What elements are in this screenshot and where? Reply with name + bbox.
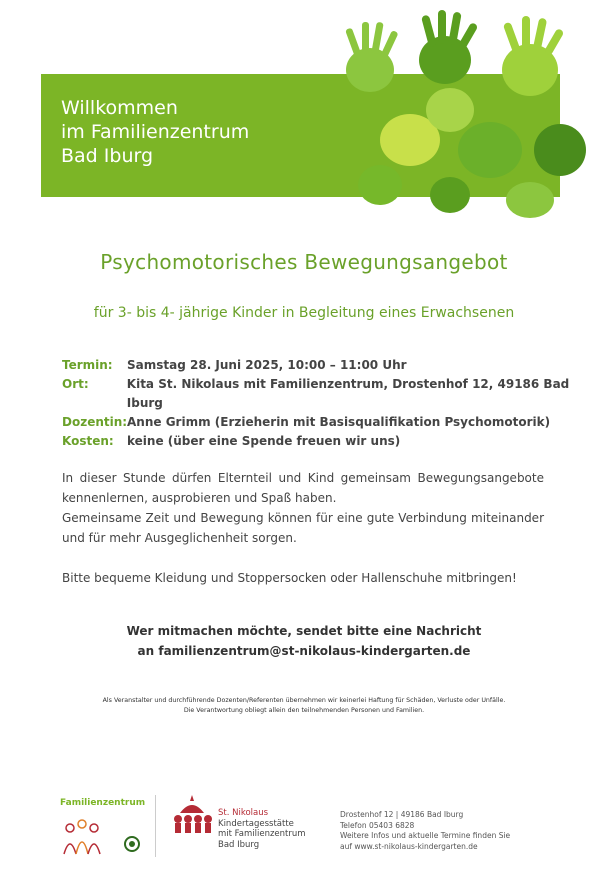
banner-line: im Familienzentrum (61, 121, 250, 143)
disclaimer (0, 696, 608, 716)
paragraph: Gemeinsame Zeit und Bewegung können für eine gute Verbindung miteinander und für mehr Ausgeglichenheit sorgen. (62, 511, 544, 545)
event-title: Psychomotorisches Bewegungsangebot (100, 250, 508, 274)
stn-line: Kindertagesstätte (218, 818, 294, 829)
disclaimer-line: Als Veranstalter und durchführende Dozenten/Referenten übernehmen wir keinerlei Haftung für Schäden, Verluste oder Unfälle. (102, 697, 506, 704)
detail-value: Anne Grimm (Erzieherin mit Basisqualifikation Psychomotorik) (127, 415, 551, 429)
cta-line: Wer mitmachen möchte, sendet bitte eine Nachricht (126, 624, 482, 638)
banner-line: Bad Iburg (61, 145, 154, 167)
detail-label: Termin: (62, 358, 113, 372)
hand-print-icon (502, 16, 564, 96)
detail-row (62, 413, 608, 432)
paragraph: Bitte bequeme Kleidung und Stoppersocken oder Hallenschuhe mitbringen! (62, 571, 517, 585)
contact-address: Drostenhof 12 | 49186 Bad Iburg (340, 810, 464, 819)
st-nikolaus-name (218, 808, 306, 850)
detail-row (62, 432, 608, 451)
detail-label: Kosten: (62, 434, 114, 448)
cta-email-link[interactable]: an familienzentrum@st-nikolaus-kindergarten.de (137, 644, 471, 658)
detail-value: Kita St. Nikolaus mit Familienzentrum, Drostenhof 12, 49186 Bad Iburg (126, 377, 570, 410)
hand-print-icon (419, 10, 478, 84)
familienzentrum-logo (60, 798, 150, 860)
detail-value: keine (über eine Spende freuen wir uns) (127, 434, 401, 448)
contact-website-link[interactable]: auf www.st-nikolaus-kindergarten.de (340, 841, 478, 851)
description (62, 468, 544, 588)
banner-line: Willkommen (61, 97, 178, 119)
detail-row (62, 356, 608, 375)
event-subtitle: für 3- bis 4- jährige Kinder in Begleitung eines Erwachsenen (93, 305, 515, 321)
handprints-illustration (300, 10, 600, 220)
contact-phone: Telefon 05403 6828 (340, 820, 415, 830)
stn-line: mit Familienzentrum (218, 829, 306, 839)
detail-row (62, 375, 608, 413)
call-to-action (0, 621, 608, 661)
banner-heading (61, 96, 249, 168)
stn-line: St. Nikolaus (218, 808, 269, 818)
footer-divider (155, 795, 156, 857)
detail-label: Dozentin: (62, 415, 128, 429)
hand-print-icon (345, 22, 398, 92)
contact-info-line: Weitere Infos und aktuelle Termine finden Sie (340, 831, 511, 840)
hand-print-icon (358, 88, 586, 218)
detail-label: Ort: (62, 377, 89, 391)
familienzentrum-title: Familienzentrum (60, 798, 146, 808)
disclaimer-line: Die Verantwortung obliegt allein den teilnehmenden Personen und Familien. (183, 707, 425, 714)
contact-info (340, 810, 510, 852)
event-details (62, 356, 608, 451)
stn-line: Bad Iburg (218, 839, 260, 850)
detail-value: Samstag 28. Juni 2025, 10:00 – 11:00 Uhr (127, 358, 407, 372)
family-figures-icon (60, 808, 150, 856)
st-nikolaus-logo-icon (170, 793, 215, 835)
paragraph: In dieser Stunde dürfen Elternteil und Kind gemeinsam Bewegungsangebote kennenlernen, ausprobieren und Spaß haben. (62, 471, 544, 505)
